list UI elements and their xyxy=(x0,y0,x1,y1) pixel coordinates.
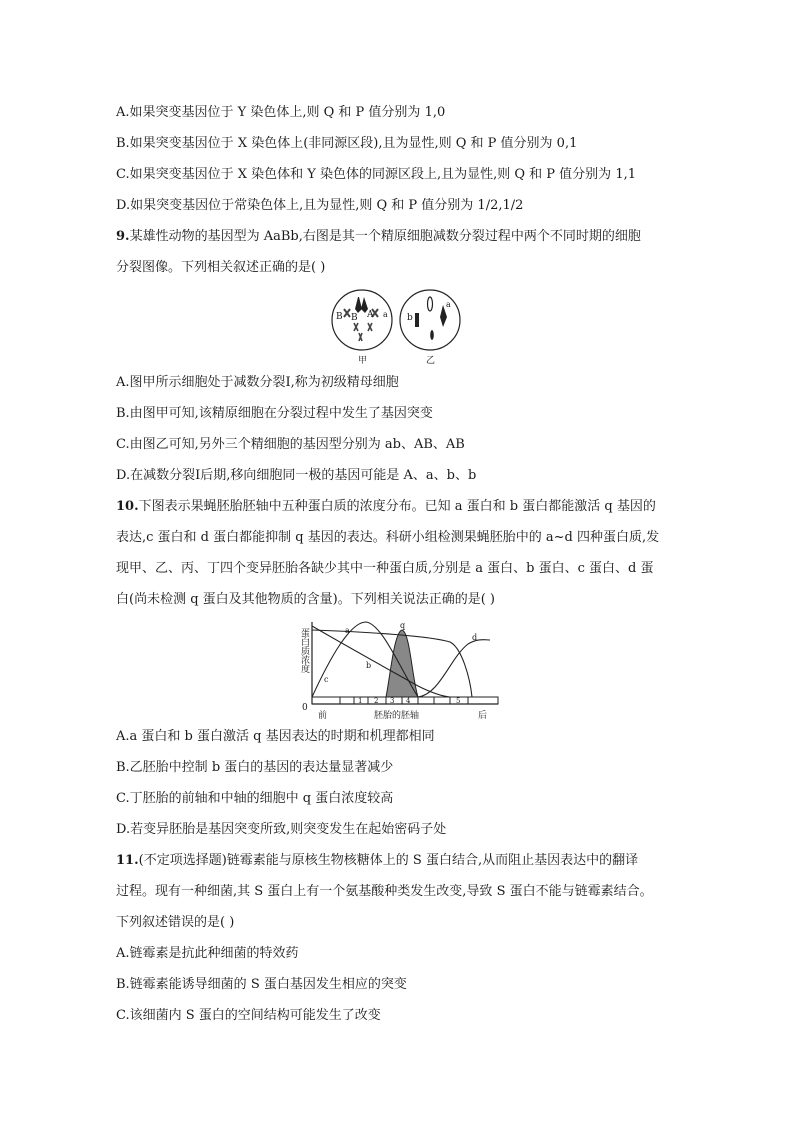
q11-stem-line3: 下列叙述错误的是( ) xyxy=(116,915,235,930)
q9-option-c: C.由图乙可知,另外三个精细胞的基因型分别为 ab、AB、AB xyxy=(116,437,465,452)
gene-label-b: b xyxy=(407,313,413,323)
curve-q xyxy=(386,630,418,697)
q9-cell-figure xyxy=(328,287,464,367)
q10-stem-line2: 表达,c 蛋白和 d 蛋白都能抑制 q 基因的表达。科研小组检测果蝇胚胎中的 a~d 四种蛋白质,发 xyxy=(116,530,660,545)
curve-b xyxy=(312,626,450,697)
q11-stem-line1: 11.(不定项选择题)链霉素能与原核生物核糖体上的 S 蛋白结合,从而阻止基因表达中的翻译 xyxy=(116,853,639,868)
gene-label-B2: B xyxy=(351,313,358,323)
curve-label-d: d xyxy=(472,633,478,642)
axis-label-front: 前 xyxy=(318,711,328,721)
cell-yi xyxy=(400,290,460,366)
q9-option-b: B.由图甲可知,该精原细胞在分裂过程中发生了基因突变 xyxy=(116,406,433,421)
curve-label-q: q xyxy=(400,621,406,630)
q11-option-a: A.链霉素是抗此种细菌的特效药 xyxy=(116,946,299,961)
q8-option-a: A.如果突变基因位于 Y 染色体上,则 Q 和 P 值分别为 1,0 xyxy=(116,105,446,120)
q10-stem-line1: 10.下图表示果蝇胚胎胚轴中五种蛋白质的浓度分布。已知 a 蛋白和 b 蛋白都能激活 q 基因的 xyxy=(116,499,656,514)
q9-option-d: D.在减数分裂Ⅰ后期,移向细胞同一极的基因可能是 A、a、b、b xyxy=(116,468,477,483)
gene-label-A: A xyxy=(367,310,374,320)
cell-jia-label: 甲 xyxy=(358,356,368,366)
q8-option-d: D.如果突变基因位于常染色体上,且为显性,则 Q 和 P 值分别为 1/2,1/2 xyxy=(116,198,524,213)
q8-option-c: C.如果突变基因位于 X 染色体和 Y 染色体的同源区段上,且为显性,则 Q 和 P 值分别为 1,1 xyxy=(116,167,636,182)
gene-label-a1: a xyxy=(383,310,388,319)
q8-option-b: B.如果突变基因位于 X 染色体上(非同源区段),且为显性,则 Q 和 P 值分别为 0,1 xyxy=(116,136,578,151)
cell-yi-label: 乙 xyxy=(426,356,436,366)
segment-2: 2 xyxy=(374,697,379,705)
q9-number: 9. xyxy=(116,229,130,244)
curve-label-a: a xyxy=(345,626,350,635)
q10-option-c: C.丁胚胎的前轴和中轴的细胞中 q 蛋白浓度较高 xyxy=(116,791,394,806)
axis-label-back: 后 xyxy=(478,711,488,721)
segment-1: 1 xyxy=(358,697,363,705)
q10-option-a: A.a 蛋白和 b 蛋白激活 q 基因表达的时期和机理都相同 xyxy=(116,729,435,744)
origin-label: 0 xyxy=(302,703,308,713)
q11-number: 11. xyxy=(116,853,139,868)
q9-option-a: A.图甲所示细胞处于减数分裂Ⅰ,称为初级精母细胞 xyxy=(116,375,399,390)
gene-label-B1: B xyxy=(336,312,343,322)
q9-stem-line2: 分裂图像。下列相关叙述正确的是( ) xyxy=(116,260,326,275)
q11-option-b: B.链霉素能诱导细菌的 S 蛋白基因发生相应的突变 xyxy=(116,977,407,992)
q10-option-b: B.乙胚胎中控制 b 蛋白的基因的表达量显著减少 xyxy=(116,760,394,775)
curve-label-c: c xyxy=(324,675,329,684)
q11-stem-line2: 过程。现有一种细菌,其 S 蛋白上有一个氨基酸种类发生改变,导致 S 蛋白不能与链霉素结合。 xyxy=(116,884,653,899)
q10-stem-line4: 白(尚未检测 q 蛋白及其他物质的含量)。下列相关说法正确的是( ) xyxy=(116,592,496,607)
segment-4: 4 xyxy=(406,697,411,705)
gene-label-a2: a xyxy=(446,300,451,309)
cell-jia xyxy=(332,290,392,366)
q9-stem-line1: 9.某雄性动物的基因型为 AaBb,右图是其一个精原细胞减数分裂过程中两个不同时期的细胞 xyxy=(116,229,641,244)
curve-d xyxy=(418,640,490,697)
curve-label-b: b xyxy=(366,661,372,670)
q10-number: 10. xyxy=(116,499,139,514)
segment-5: 5 xyxy=(456,697,461,705)
y-axis-label: 蛋白质浓度 xyxy=(299,628,309,673)
q11-option-c: C.该细菌内 S 蛋白的空间结构可能发生了改变 xyxy=(116,1008,381,1023)
q10-option-d: D.若变异胚胎是基因突变所致,则突变发生在起始密码子处 xyxy=(116,822,447,837)
q10-stem-line3: 现甲、乙、丙、丁四个变异胚胎各缺少其中一种蛋白质,分别是 a 蛋白、b 蛋白、c 蛋白、d 蛋 xyxy=(116,561,654,576)
axis-label-mid: 胚胎的胚轴 xyxy=(374,711,420,721)
segment-3: 3 xyxy=(390,697,395,705)
q10-protein-figure xyxy=(290,618,506,722)
